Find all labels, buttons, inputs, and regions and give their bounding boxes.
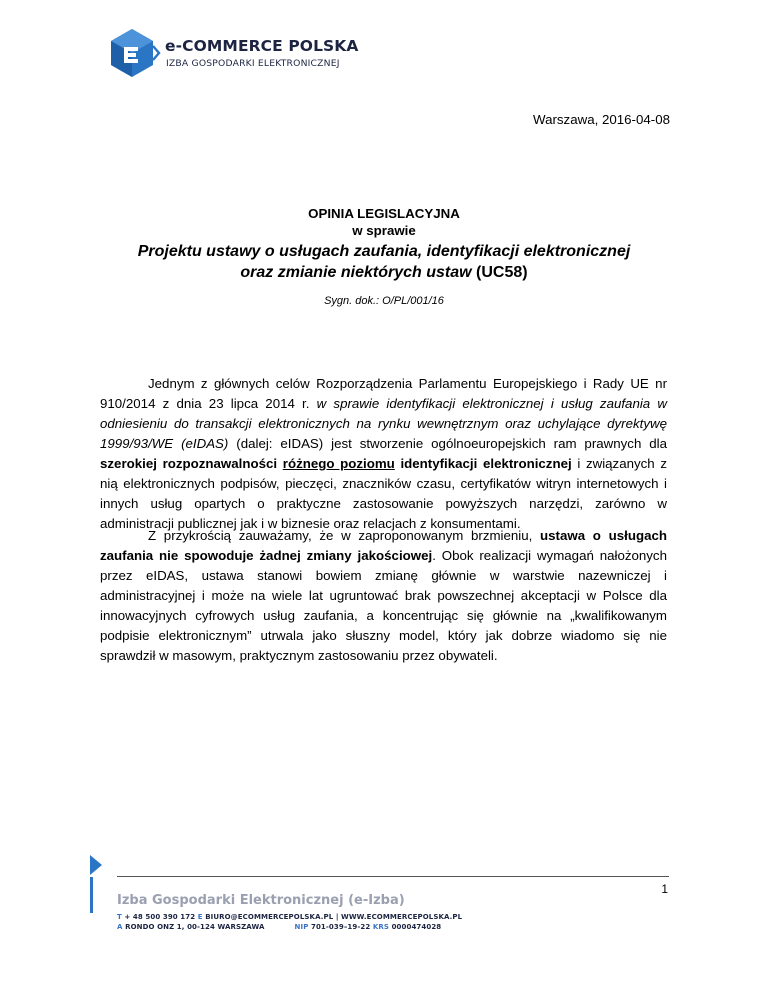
footer-contact-line [117, 913, 462, 921]
header-logo [107, 28, 367, 76]
document-type: OPINIA LEGISLACYJNA [308, 206, 460, 221]
para1-regulation-title: w sprawie identyfikacji elektronicznej i usług zaufania w odniesieniu do transakcji elektronicznych na rynku wewnętrznym oraz uchylające dyrektywę 1999/93/WE (eIDAS) [100, 396, 667, 451]
para1-text-c: i związanych z nią elektronicznych podpisów, pieczęci, znaczników czasu, certyfikatów witryn internetowych i innych usług opartych o praktyczne zastosowanie powyższych narzędzi, zarówno w administracji publicznej jak i w biznesie oraz relacjach z konsumentami. [100, 456, 667, 531]
para1-bold-underlined: różnego poziomu [282, 456, 395, 471]
title-block [0, 205, 768, 307]
chevron-accent-icon [151, 44, 161, 62]
para1-bold-a: szerokiej rozpoznawalności [100, 456, 278, 471]
para2-text-b: . Obok realizacji wymagań nałożonych przez eIDAS, ustawa stanowi bowiem zmianę głównie w warstwie nazewniczej i administracyjnej i może na wiele lat ugruntować brak powszechnej akceptacji w Polsce dla innowacyjnych cyfrowych usług zaufania, a koncentrując się głównie na „kwalifikowanym podpisie elektronicznym” utrwala jako słuszny model, który jak dobrze wiadomo się nie sprawdził w masowym, praktycznym zastosowaniu przez obywateli. [100, 548, 667, 663]
para1-text-b: (dalej: eIDAS) jest stworzenie ogólnoeuropejskich ram prawnych dla [236, 436, 667, 451]
org-subtitle: IZBA GOSPODARKI ELEKTRONICZNEJ [166, 58, 340, 69]
footer-org-name: Izba Gospodarki Elektronicznej (e-Izba) [117, 893, 405, 908]
footer-address: RONDO ONZ 1, 00-124 WARSZAWA [125, 923, 265, 931]
footer-website: WWW.ECOMMERCEPOLSKA.PL [341, 913, 463, 921]
paragraph-2 [100, 526, 667, 666]
e-logo-hexagon-icon [107, 28, 157, 78]
email-label: E [197, 913, 203, 921]
footer-krs: 0000474028 [391, 923, 442, 931]
para1-bold-b: identyfikacji elektronicznej [400, 456, 572, 471]
footer-email: BIURO@ECOMMERCEPOLSKA.PL [205, 913, 334, 921]
footer-separator: | [335, 913, 339, 921]
subject-italic: oraz zmianie niektórych ustaw [240, 264, 472, 281]
para2-bold: ustawa o usługach zaufania nie spowoduje żadnej zmiany jakościowej [100, 528, 667, 563]
page-number: 1 [661, 882, 668, 896]
title-connector: w sprawie [352, 223, 416, 238]
nip-label: NIP [294, 923, 309, 931]
subject-code: (UC58) [476, 264, 528, 281]
address-label: A [117, 923, 123, 931]
document-subject-line2 [0, 262, 768, 283]
phone-label: T [117, 913, 122, 921]
signature-reference: Sygn. dok.: O/PL/001/16 [324, 295, 444, 307]
chevron-stripe-icon [88, 853, 106, 915]
krs-label: KRS [372, 923, 390, 931]
document-subject-line1: Projektu ustawy o usługach zaufania, identyfikacji elektronicznej [137, 243, 631, 260]
footer-nip: 701-039–19-22 [310, 923, 371, 931]
footer-phone: + 48 500 390 172 [124, 913, 196, 921]
paragraph-1 [100, 374, 667, 534]
para2-text-a: Z przykrością zauważamy, że w zaproponowanym brzmieniu, [148, 528, 533, 543]
document-date: Warszawa, 2016-04-08 [533, 112, 670, 127]
footer-divider [117, 876, 669, 877]
para1-text-a: Jednym z głównych celów Rozporządzenia Parlamentu Europejskiego i Rady UE nr 910/2014 z dnia 23 lipca 2014 r. [100, 376, 667, 411]
org-name: e-COMMERCE POLSKA [165, 37, 359, 55]
footer-address-line [117, 923, 441, 931]
